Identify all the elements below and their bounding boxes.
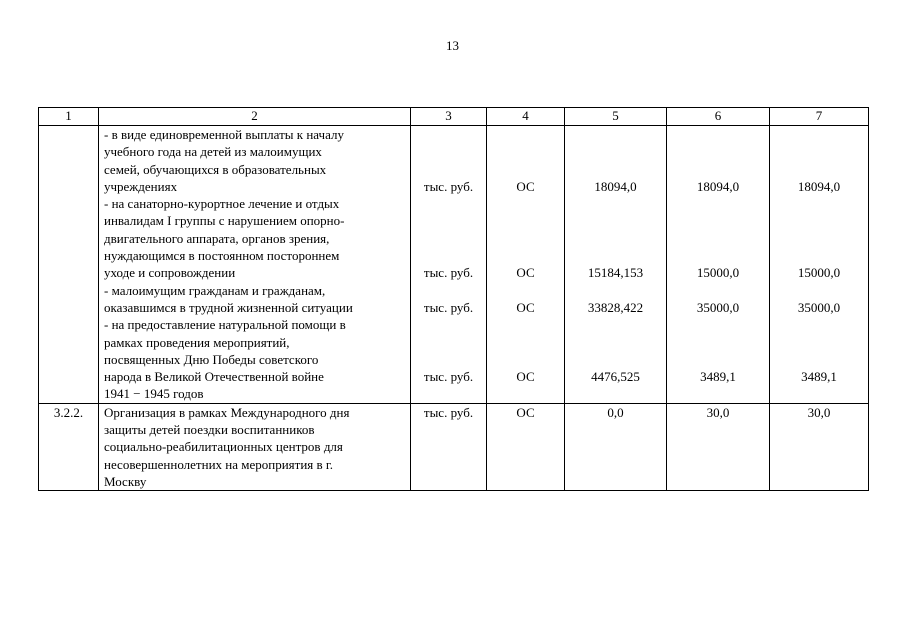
value-col5: 4476,525: [591, 369, 640, 385]
value-col7: 15000,0: [797, 265, 841, 281]
source-label: ОС: [516, 404, 535, 420]
description-line: семей, обучающихся в образовательных: [104, 161, 327, 177]
value-col7: 35000,0: [797, 299, 841, 315]
source-label: ОС: [516, 178, 535, 194]
value-col7: 18094,0: [797, 178, 841, 194]
table-header-row: [39, 108, 869, 126]
column-header: 6: [667, 108, 770, 126]
value-cell-col5: [565, 403, 667, 490]
row-number: 3.2.2.: [53, 404, 84, 420]
column-header: 4: [487, 108, 565, 126]
value-cell-col6: [667, 126, 770, 404]
column-header: 7: [770, 108, 869, 126]
description-line: несовершеннолетних на мероприятия в г.: [104, 456, 334, 472]
row-number-cell: [39, 403, 99, 490]
value-col5: 18094,0: [594, 178, 637, 194]
row-number: [39, 126, 98, 143]
description-line: нуждающимся в постоянном постороннем: [104, 248, 340, 264]
description-line: инвалидам I группы с нарушением опорно-: [104, 213, 345, 229]
description-line: двигательного аппарата, органов зрения,: [104, 230, 330, 246]
description-line: народа в Великой Отечественной войне: [104, 369, 324, 385]
column-header: 2: [99, 108, 411, 126]
table-row: [39, 126, 869, 404]
value-col5: 0,0: [607, 404, 624, 420]
value-col6: 30,0: [706, 404, 730, 420]
value-cell-col6: [667, 403, 770, 490]
description-line: 1941 − 1945 годов: [104, 386, 204, 402]
description-line: посвященных Дню Победы советского: [104, 351, 319, 367]
value-col7: 3489,1: [801, 369, 837, 385]
description-line: социально-реабилитационных центров для: [104, 439, 343, 455]
value-col6: 3489,1: [700, 369, 736, 385]
description-line: оказавшимся в трудной жизненной ситуации: [104, 299, 353, 315]
description-line: уходе и сопровождении: [104, 265, 236, 281]
row-number-cell: [39, 126, 99, 404]
description-line: - малоимущим гражданам и гражданам,: [104, 282, 326, 298]
source-label: ОС: [516, 369, 535, 385]
description-line: учебного года на детей из малоимущих: [104, 144, 322, 160]
value-col6: 15000,0: [696, 265, 740, 281]
value-col6: 35000,0: [696, 299, 740, 315]
value-col7: 30,0: [807, 404, 831, 420]
description-cell: [99, 403, 411, 490]
description-line: Организация в рамках Международного дня: [104, 404, 350, 420]
description-line: учреждениях: [104, 178, 178, 194]
value-cell-col7: [770, 403, 869, 490]
description-line: защиты детей поездки воспитанников: [104, 422, 315, 438]
value-col5: 33828,422: [587, 299, 644, 315]
unit-cell: [411, 126, 487, 404]
source-cell: [487, 126, 565, 404]
column-header: 3: [411, 108, 487, 126]
table-row: [39, 403, 869, 490]
description-line: - в виде единовременной выплаты к началу: [104, 127, 344, 142]
value-cell-col5: [565, 126, 667, 404]
value-col6: 18094,0: [696, 178, 740, 194]
unit-label: тыс. руб.: [423, 265, 474, 281]
unit-label: тыс. руб.: [423, 404, 474, 420]
unit-label: тыс. руб.: [423, 178, 474, 194]
unit-cell: [411, 403, 487, 490]
unit-label: тыс. руб.: [423, 299, 474, 315]
description-line: Москву: [104, 473, 147, 489]
value-cell-col7: [770, 126, 869, 404]
source-label: ОС: [516, 265, 535, 281]
page-number: 13: [446, 38, 459, 53]
description-line: - на предоставление натуральной помощи в: [104, 317, 346, 333]
column-header: 1: [39, 108, 99, 126]
description-line: рамках проведения мероприятий,: [104, 334, 290, 350]
unit-label: тыс. руб.: [423, 369, 474, 385]
column-header: 5: [565, 108, 667, 126]
description-line: - на санаторно-курортное лечение и отдых: [104, 196, 340, 212]
description-cell: [99, 126, 411, 404]
data-table: [38, 107, 869, 491]
value-col5: 15184,153: [587, 265, 644, 281]
source-label: ОС: [516, 299, 535, 315]
source-cell: [487, 403, 565, 490]
